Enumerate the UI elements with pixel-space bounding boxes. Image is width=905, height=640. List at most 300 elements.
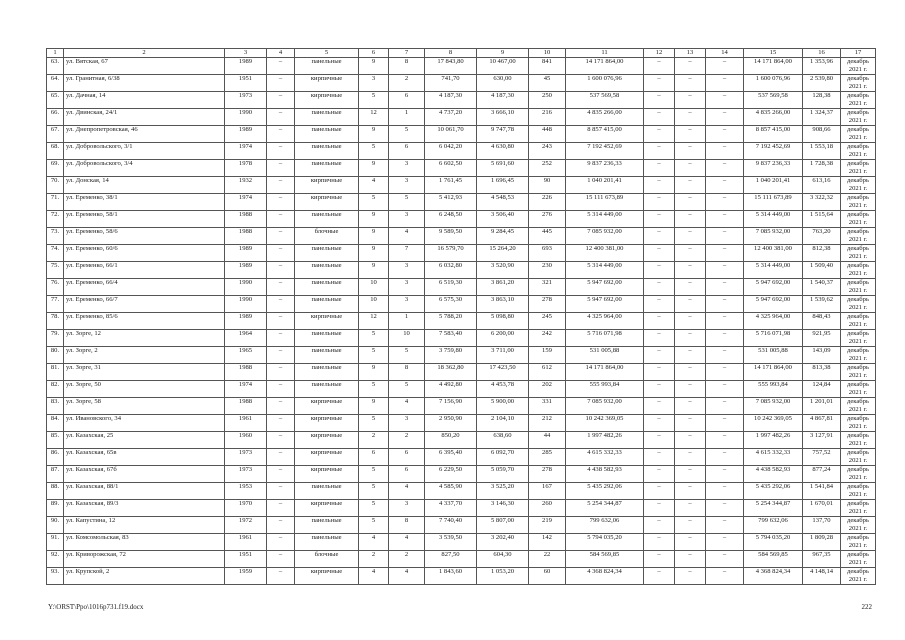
- table-cell: 5: [359, 415, 389, 432]
- table-cell: –: [267, 415, 295, 432]
- table-cell: 4 737,20: [425, 109, 477, 126]
- table-cell: 4: [359, 568, 389, 585]
- table-cell: 5: [359, 517, 389, 534]
- table-cell: 1 761,45: [425, 177, 477, 194]
- table-cell: 812,38: [803, 245, 841, 262]
- table-cell: 12: [359, 109, 389, 126]
- table-cell: –: [644, 92, 675, 109]
- table-cell: –: [675, 58, 706, 75]
- table-cell: 5 314 449,00: [744, 262, 803, 279]
- table-cell: 584 569,85: [744, 551, 803, 568]
- table-cell: 88.: [47, 483, 64, 500]
- table-row: [47, 500, 876, 517]
- table-cell: 252: [529, 160, 566, 177]
- table-cell: 219: [529, 517, 566, 534]
- table-cell: 6 229,50: [425, 466, 477, 483]
- table-row: [47, 483, 876, 500]
- table-cell: панельные: [295, 262, 359, 279]
- table-cell: 1988: [225, 364, 267, 381]
- table-cell: –: [267, 211, 295, 228]
- table-cell: 4 438 582,93: [744, 466, 803, 483]
- table-cell: 4 630,80: [477, 143, 529, 160]
- table-cell: 17 423,50: [477, 364, 529, 381]
- table-cell: 3 506,40: [477, 211, 529, 228]
- table-cell: 1: [389, 109, 425, 126]
- table-cell: –: [644, 296, 675, 313]
- table-cell: –: [675, 279, 706, 296]
- table-cell: 18 362,80: [425, 364, 477, 381]
- table-cell: 5 691,60: [477, 160, 529, 177]
- table-cell: блочные: [295, 228, 359, 245]
- table-cell: 79.: [47, 330, 64, 347]
- table-cell: 7 085 932,00: [744, 228, 803, 245]
- table-cell: 584 569,85: [566, 551, 644, 568]
- table-cell: 5: [389, 126, 425, 143]
- table-cell: –: [706, 381, 744, 398]
- table-cell: 4 325 964,00: [566, 313, 644, 330]
- table-cell: 827,50: [425, 551, 477, 568]
- table-cell: –: [644, 500, 675, 517]
- table-cell: –: [706, 279, 744, 296]
- table-cell: 7 085 932,00: [566, 398, 644, 415]
- table-cell: 260: [529, 500, 566, 517]
- table-cell: декабрь 2021 г.: [841, 211, 876, 228]
- table-cell: 1 509,40: [803, 262, 841, 279]
- table-cell: панельные: [295, 381, 359, 398]
- table-cell: –: [644, 364, 675, 381]
- table-cell: 4 835 266,00: [744, 109, 803, 126]
- table-cell: 5: [389, 347, 425, 364]
- table-cell: ул. Казахская, 65в: [64, 449, 225, 466]
- table-cell: декабрь 2021 г.: [841, 245, 876, 262]
- table-cell: 1989: [225, 245, 267, 262]
- table-cell: 1951: [225, 75, 267, 92]
- table-cell: 3 322,32: [803, 194, 841, 211]
- table-cell: 630,00: [477, 75, 529, 92]
- table-cell: 3: [359, 75, 389, 92]
- table-cell: –: [706, 296, 744, 313]
- table-cell: –: [267, 500, 295, 517]
- table-cell: ул. Двинская, 24/1: [64, 109, 225, 126]
- table-cell: –: [644, 449, 675, 466]
- table-cell: панельные: [295, 279, 359, 296]
- table-cell: –: [675, 449, 706, 466]
- table-cell: –: [267, 126, 295, 143]
- table-cell: 5 314 449,00: [566, 262, 644, 279]
- table-row: [47, 160, 876, 177]
- table-cell: ул. Ивановского, 34: [64, 415, 225, 432]
- table-cell: 9: [359, 211, 389, 228]
- table-cell: 757,52: [803, 449, 841, 466]
- table-cell: 5 947 692,00: [566, 296, 644, 313]
- table-cell: –: [644, 126, 675, 143]
- table-cell: –: [267, 483, 295, 500]
- table-cell: 1959: [225, 568, 267, 585]
- table-cell: 4 835 266,00: [566, 109, 644, 126]
- table-cell: ул. Днепропетровская, 46: [64, 126, 225, 143]
- table-cell: кирпичные: [295, 398, 359, 415]
- table-row: [47, 279, 876, 296]
- table-cell: 3: [389, 177, 425, 194]
- table-cell: ул. Еременко, 58/6: [64, 228, 225, 245]
- table-cell: 4: [389, 228, 425, 245]
- table-cell: ул. Еременко, 66/1: [64, 262, 225, 279]
- table-cell: блочные: [295, 551, 359, 568]
- table-cell: 72.: [47, 211, 64, 228]
- table-cell: декабрь 2021 г.: [841, 381, 876, 398]
- table-cell: декабрь 2021 г.: [841, 398, 876, 415]
- table-cell: 9: [359, 228, 389, 245]
- table-cell: 799 632,06: [744, 517, 803, 534]
- table-cell: –: [267, 449, 295, 466]
- table-cell: 14 171 864,00: [566, 58, 644, 75]
- table-cell: 64.: [47, 75, 64, 92]
- table-cell: 9 284,45: [477, 228, 529, 245]
- table-cell: –: [675, 483, 706, 500]
- table-cell: 285: [529, 449, 566, 466]
- table-cell: 3: [389, 296, 425, 313]
- table-cell: 2: [389, 75, 425, 92]
- table-cell: 638,60: [477, 432, 529, 449]
- table-cell: 4: [389, 398, 425, 415]
- table-cell: 1961: [225, 415, 267, 432]
- table-cell: –: [675, 160, 706, 177]
- table-cell: 5: [359, 500, 389, 517]
- table-cell: –: [267, 398, 295, 415]
- table-row: [47, 245, 876, 262]
- table-cell: панельные: [295, 534, 359, 551]
- table-cell: –: [706, 58, 744, 75]
- table-cell: 14 171 864,00: [566, 364, 644, 381]
- table-cell: 84.: [47, 415, 64, 432]
- column-number-cell: 15: [744, 49, 803, 58]
- table-cell: –: [675, 92, 706, 109]
- table-cell: 9 589,50: [425, 228, 477, 245]
- table-cell: 2: [389, 432, 425, 449]
- table-cell: –: [267, 347, 295, 364]
- table-cell: 4: [359, 534, 389, 551]
- table-cell: –: [706, 245, 744, 262]
- table-cell: ул. Казахская, 25: [64, 432, 225, 449]
- table-cell: 212: [529, 415, 566, 432]
- table-cell: 71.: [47, 194, 64, 211]
- table-cell: 5: [359, 330, 389, 347]
- table-row: [47, 143, 876, 160]
- table-cell: 6 395,40: [425, 449, 477, 466]
- table-cell: 1 540,37: [803, 279, 841, 296]
- table-cell: 137,70: [803, 517, 841, 534]
- table-row: [47, 330, 876, 347]
- table-cell: 908,66: [803, 126, 841, 143]
- table-cell: 8 857 415,00: [744, 126, 803, 143]
- table-cell: 7 192 452,69: [744, 143, 803, 160]
- table-cell: 1989: [225, 126, 267, 143]
- table-cell: –: [267, 313, 295, 330]
- table-cell: 3 520,90: [477, 262, 529, 279]
- table-cell: панельные: [295, 517, 359, 534]
- table-cell: 1974: [225, 143, 267, 160]
- table-cell: 87.: [47, 466, 64, 483]
- table-cell: 3 711,00: [477, 347, 529, 364]
- table-cell: декабрь 2021 г.: [841, 500, 876, 517]
- table-cell: –: [644, 58, 675, 75]
- table-cell: 1 696,45: [477, 177, 529, 194]
- table-cell: декабрь 2021 г.: [841, 228, 876, 245]
- table-row: [47, 211, 876, 228]
- table-row: [47, 381, 876, 398]
- table-cell: ул. Донская, 14: [64, 177, 225, 194]
- table-cell: 6 248,50: [425, 211, 477, 228]
- table-cell: 1989: [225, 313, 267, 330]
- table-cell: декабрь 2021 г.: [841, 534, 876, 551]
- table-cell: 555 993,84: [744, 381, 803, 398]
- table-cell: 142: [529, 534, 566, 551]
- table-cell: 7 085 932,00: [744, 398, 803, 415]
- table-cell: 3 861,20: [477, 279, 529, 296]
- table-cell: ул. Крупской, 2: [64, 568, 225, 585]
- table-row: [47, 109, 876, 126]
- table-cell: 1990: [225, 109, 267, 126]
- table-cell: –: [267, 194, 295, 211]
- table-cell: 4: [389, 568, 425, 585]
- table-cell: 63.: [47, 58, 64, 75]
- table-row: [47, 262, 876, 279]
- table-cell: 9: [359, 58, 389, 75]
- table-cell: ул. Комсомольская, 83: [64, 534, 225, 551]
- table-cell: кирпичные: [295, 449, 359, 466]
- table-cell: 4 585,90: [425, 483, 477, 500]
- table-cell: 1990: [225, 279, 267, 296]
- table-cell: 321: [529, 279, 566, 296]
- table-row: [47, 75, 876, 92]
- table-cell: 90.: [47, 517, 64, 534]
- table-cell: 6 602,50: [425, 160, 477, 177]
- column-number-cell: 17: [841, 49, 876, 58]
- table-cell: 159: [529, 347, 566, 364]
- table-cell: –: [706, 109, 744, 126]
- table-cell: –: [267, 109, 295, 126]
- table-cell: –: [644, 330, 675, 347]
- table-cell: 250: [529, 92, 566, 109]
- table-cell: 1 539,62: [803, 296, 841, 313]
- table-cell: кирпичные: [295, 92, 359, 109]
- table-cell: 5 788,20: [425, 313, 477, 330]
- table-cell: –: [644, 347, 675, 364]
- table-cell: 537 569,58: [566, 92, 644, 109]
- table-cell: 10: [359, 296, 389, 313]
- table-cell: 1: [389, 313, 425, 330]
- table-cell: 4: [359, 177, 389, 194]
- table-cell: ул. Капустина, 12: [64, 517, 225, 534]
- table-cell: декабрь 2021 г.: [841, 194, 876, 211]
- table-cell: –: [267, 177, 295, 194]
- table-cell: –: [706, 517, 744, 534]
- table-cell: 1972: [225, 517, 267, 534]
- table-cell: 3 539,50: [425, 534, 477, 551]
- table-cell: ул. Криворожская, 72: [64, 551, 225, 568]
- table-cell: 3 146,30: [477, 500, 529, 517]
- table-row: [47, 415, 876, 432]
- table-cell: 1953: [225, 483, 267, 500]
- table-cell: 9 837 236,33: [566, 160, 644, 177]
- table-cell: 7 740,40: [425, 517, 477, 534]
- table-cell: 10 061,70: [425, 126, 477, 143]
- table-cell: 7 583,40: [425, 330, 477, 347]
- table-cell: 4 615 332,33: [744, 449, 803, 466]
- table-row: [47, 347, 876, 364]
- table-cell: 1 201,01: [803, 398, 841, 415]
- table-cell: ул. Еременко, 66/4: [64, 279, 225, 296]
- table-cell: 73.: [47, 228, 64, 245]
- table-cell: 4 453,78: [477, 381, 529, 398]
- table-cell: 5: [359, 466, 389, 483]
- table-cell: 1 997 482,26: [744, 432, 803, 449]
- table-cell: ул. Дачная, 14: [64, 92, 225, 109]
- table-cell: 44: [529, 432, 566, 449]
- table-cell: 89.: [47, 500, 64, 517]
- table-cell: –: [706, 211, 744, 228]
- table-cell: –: [675, 330, 706, 347]
- table-row: [47, 296, 876, 313]
- table-cell: 2: [359, 551, 389, 568]
- table-cell: 5 947 692,00: [744, 296, 803, 313]
- table-cell: –: [675, 228, 706, 245]
- table-cell: 16 579,70: [425, 245, 477, 262]
- table-cell: –: [706, 160, 744, 177]
- table-row: [47, 177, 876, 194]
- table-row: [47, 551, 876, 568]
- table-cell: –: [644, 415, 675, 432]
- table-cell: 1988: [225, 211, 267, 228]
- table-cell: 17 843,80: [425, 58, 477, 75]
- table-cell: 4 187,30: [425, 92, 477, 109]
- table-cell: 12: [359, 313, 389, 330]
- table-cell: 4 368 824,34: [744, 568, 803, 585]
- table-cell: 1 670,01: [803, 500, 841, 517]
- table-cell: 7 192 452,69: [566, 143, 644, 160]
- table-cell: –: [675, 398, 706, 415]
- table-cell: –: [706, 415, 744, 432]
- table-cell: 9: [359, 364, 389, 381]
- column-number-cell: 5: [295, 49, 359, 58]
- table-cell: 5 794 035,20: [566, 534, 644, 551]
- table-cell: 799 632,06: [566, 517, 644, 534]
- table-cell: –: [644, 517, 675, 534]
- table-cell: 4 148,14: [803, 568, 841, 585]
- table-cell: 7: [389, 245, 425, 262]
- page-number: 222: [861, 603, 872, 611]
- table-cell: 5 947 692,00: [744, 279, 803, 296]
- table-cell: 877,24: [803, 466, 841, 483]
- table-cell: –: [644, 143, 675, 160]
- table-cell: –: [706, 568, 744, 585]
- table-cell: 5 716 071,98: [566, 330, 644, 347]
- document-path: Y:\ORST\Ppo\1016p731.f19.docx: [48, 603, 144, 611]
- table-cell: –: [644, 568, 675, 585]
- table-cell: –: [267, 143, 295, 160]
- table-cell: 85.: [47, 432, 64, 449]
- table-cell: 3: [389, 279, 425, 296]
- table-cell: –: [267, 58, 295, 75]
- table-cell: 1990: [225, 296, 267, 313]
- column-number-cell: 12: [644, 49, 675, 58]
- table-cell: 967,35: [803, 551, 841, 568]
- table-cell: –: [267, 466, 295, 483]
- table-cell: кирпичные: [295, 75, 359, 92]
- column-number-cell: 14: [706, 49, 744, 58]
- table-cell: 848,43: [803, 313, 841, 330]
- table-cell: –: [706, 330, 744, 347]
- table-cell: 6: [389, 466, 425, 483]
- table-cell: –: [675, 177, 706, 194]
- table-cell: 80.: [47, 347, 64, 364]
- table-cell: –: [675, 313, 706, 330]
- table-cell: ул. Казахская, 67б: [64, 466, 225, 483]
- table-cell: –: [267, 160, 295, 177]
- table-cell: 1973: [225, 466, 267, 483]
- data-table: [46, 48, 876, 585]
- table-cell: 6 519,30: [425, 279, 477, 296]
- table-cell: 531 005,88: [744, 347, 803, 364]
- table-cell: 10 242 369,05: [566, 415, 644, 432]
- column-number-cell: 11: [566, 49, 644, 58]
- table-row: [47, 517, 876, 534]
- table-cell: панельные: [295, 330, 359, 347]
- table-cell: 1 809,28: [803, 534, 841, 551]
- table-cell: –: [267, 245, 295, 262]
- table-cell: 5 254 344,87: [566, 500, 644, 517]
- table-cell: 4: [389, 483, 425, 500]
- table-cell: 1 843,60: [425, 568, 477, 585]
- table-cell: 4 492,80: [425, 381, 477, 398]
- table-cell: декабрь 2021 г.: [841, 143, 876, 160]
- table-cell: 4 368 824,34: [566, 568, 644, 585]
- table-cell: –: [706, 228, 744, 245]
- table-cell: 67.: [47, 126, 64, 143]
- table-cell: кирпичные: [295, 194, 359, 211]
- table-cell: декабрь 2021 г.: [841, 126, 876, 143]
- table-row: [47, 58, 876, 75]
- table-cell: 8: [389, 58, 425, 75]
- table-cell: –: [706, 262, 744, 279]
- table-cell: –: [644, 432, 675, 449]
- table-cell: 850,20: [425, 432, 477, 449]
- table-cell: 531 005,88: [566, 347, 644, 364]
- table-cell: панельные: [295, 347, 359, 364]
- table-cell: 167: [529, 483, 566, 500]
- table-cell: –: [644, 109, 675, 126]
- table-cell: –: [675, 415, 706, 432]
- table-cell: –: [644, 551, 675, 568]
- table-cell: декабрь 2021 г.: [841, 347, 876, 364]
- table-cell: 10 242 369,05: [744, 415, 803, 432]
- table-cell: ул. Еременко, 60/6: [64, 245, 225, 262]
- column-number-cell: 16: [803, 49, 841, 58]
- table-cell: 1 515,64: [803, 211, 841, 228]
- table-cell: 2 104,10: [477, 415, 529, 432]
- table-cell: –: [706, 483, 744, 500]
- table-cell: 276: [529, 211, 566, 228]
- table-cell: 1 541,84: [803, 483, 841, 500]
- table-cell: 6 575,30: [425, 296, 477, 313]
- table-cell: –: [267, 551, 295, 568]
- table-cell: 91.: [47, 534, 64, 551]
- table-cell: ул. Добровольского, 3/4: [64, 160, 225, 177]
- column-number-cell: 3: [225, 49, 267, 58]
- table-cell: –: [675, 109, 706, 126]
- table-row: [47, 194, 876, 211]
- table-cell: 921,95: [803, 330, 841, 347]
